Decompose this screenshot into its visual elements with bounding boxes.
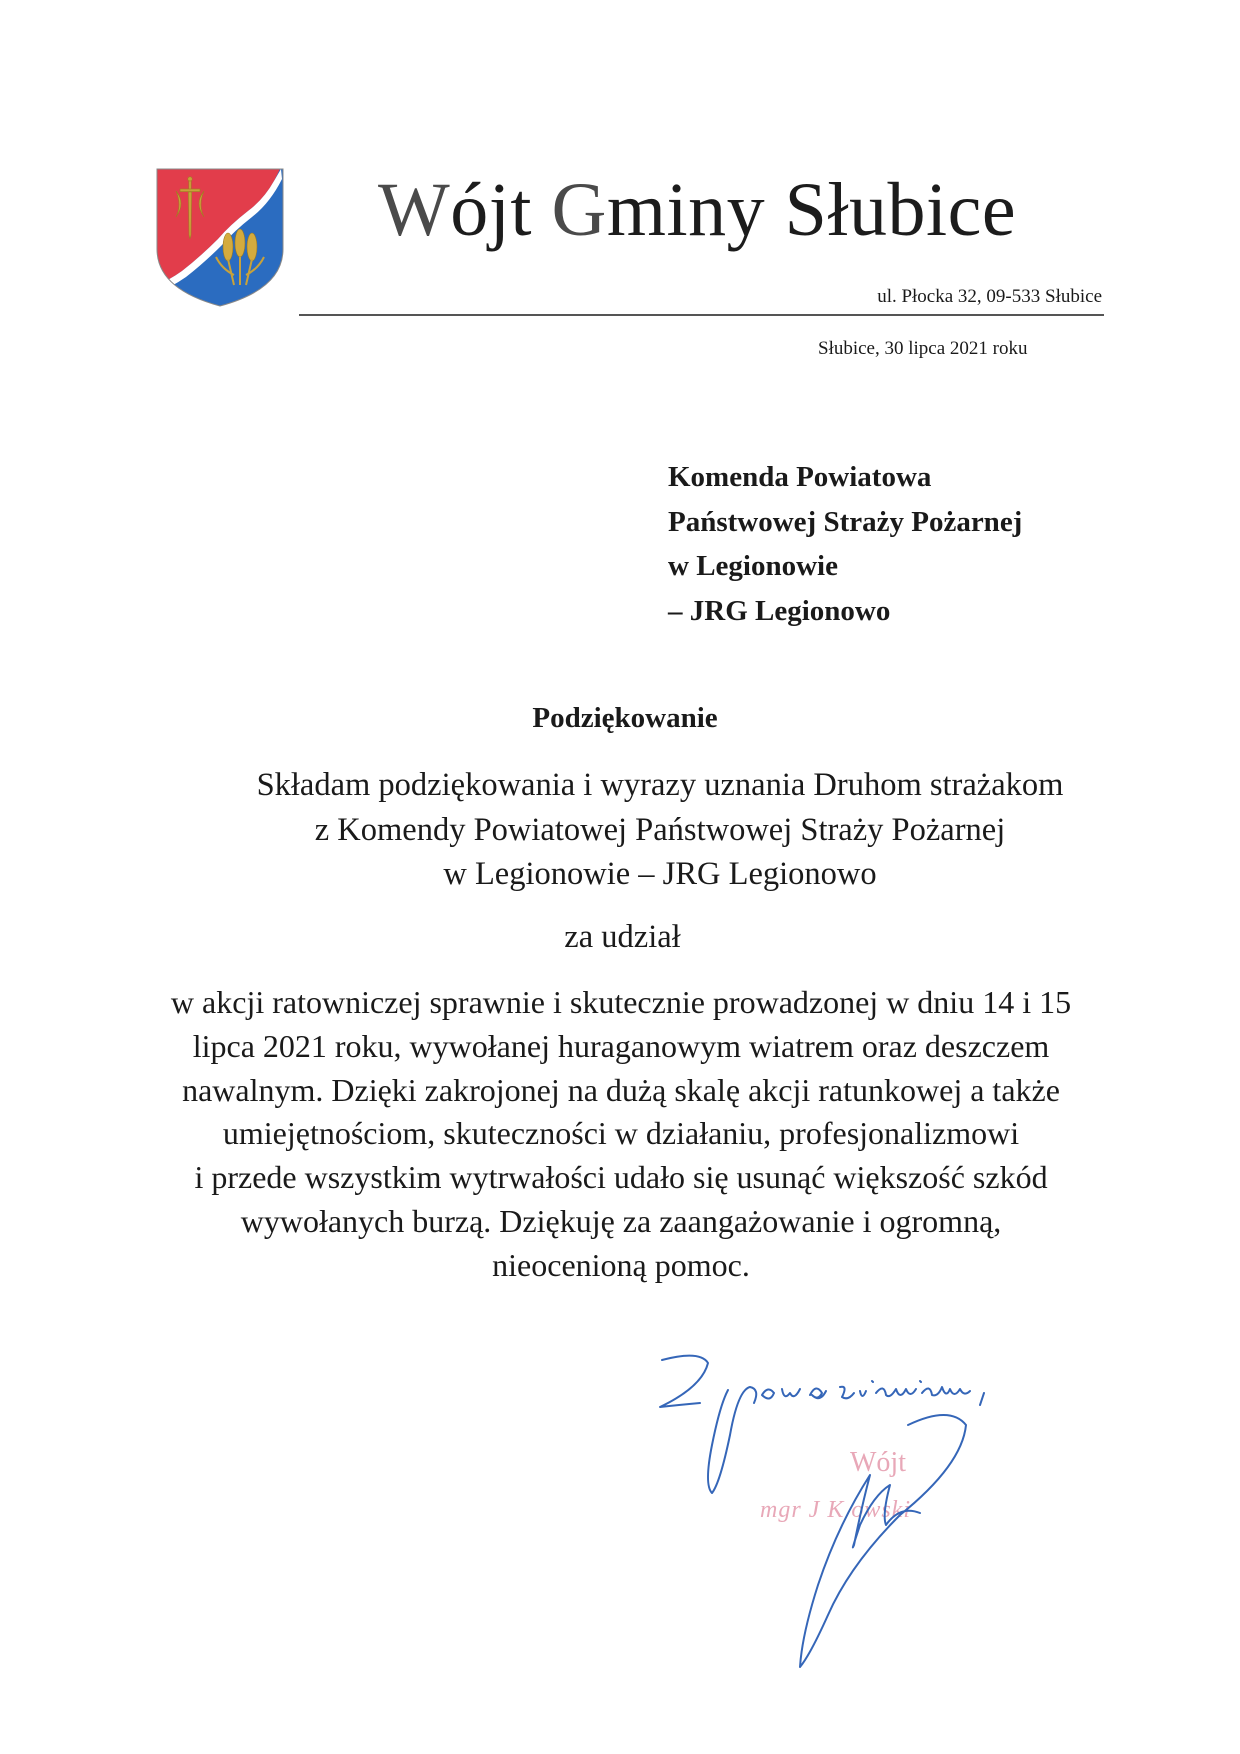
body-line: w Legionowie – JRG Legionowo: [443, 856, 877, 892]
letterhead-divider: [299, 314, 1104, 316]
body-line: lipca 2021 roku, wywołanej huraganowym wiatrem oraz deszczem: [192, 1027, 1050, 1064]
signature-stroke: [762, 1381, 984, 1405]
body-line: w akcji ratowniczej sprawnie i skutecznie prowadzonej w dniu 14 i 15: [170, 984, 1072, 1020]
body-line: z Komendy Powiatowej Państwowej Straży Pożarnej: [314, 811, 1006, 848]
signature-stroke: [800, 1415, 966, 1667]
thanks-paragraph: [0, 763, 1240, 897]
body-line: nawalnym. Dzięki zakrojonej na dużą skalę akcji ratunkowej a także: [182, 1071, 1060, 1108]
stamp-name: mgr J K owski: [760, 1497, 911, 1523]
title-text-ojt: ójt: [450, 168, 552, 252]
title-letter-g: G: [551, 168, 607, 252]
crest-shield: [156, 167, 284, 307]
addressee-line: Komenda Powiatowa: [668, 461, 932, 493]
addressee-line: w Legionowie: [668, 550, 838, 582]
signature-stroke: [708, 1387, 756, 1493]
body-line: nieocenioną pomoc.: [492, 1246, 750, 1283]
body-line: umiejętnościom, skuteczności w działaniu, profesjonalizmowi: [222, 1115, 1020, 1152]
title-letter-w: W: [378, 168, 451, 252]
letterhead-title: [378, 168, 1016, 252]
title-text-miny-slubice: miny Słubice: [606, 168, 1017, 252]
details-paragraph: [0, 981, 1240, 1288]
coat-of-arms-icon: [156, 167, 284, 307]
date-line: Słubice, 30 lipca 2021 roku: [818, 338, 1028, 359]
signature-stroke: [660, 1356, 708, 1407]
body-line: za udział: [564, 919, 681, 955]
handwritten-signature: [650, 1345, 1030, 1675]
body-line: i przede wszystkim wytrwałości udało się usunąć większość szkód: [194, 1159, 1048, 1196]
body-line: Składam podziękowania i wyrazy uznania Druhom strażakom: [256, 767, 1064, 803]
office-address: ul. Płocka 32, 09-533 Słubice: [877, 286, 1102, 307]
for-participation-line: [0, 917, 1240, 957]
addressee-line: Państwowej Straży Pożarnej: [668, 505, 1023, 538]
addressee-block: [668, 455, 1022, 633]
signature-drawing: [650, 1345, 1030, 1675]
stamp-title: Wójt: [850, 1447, 906, 1478]
letter-heading: Podziękowanie: [532, 702, 718, 734]
body-line: wywołanych burzą. Dziękuję za zaangażowanie i ogromną,: [240, 1202, 1002, 1239]
addressee-line: – JRG Legionowo: [668, 594, 891, 627]
